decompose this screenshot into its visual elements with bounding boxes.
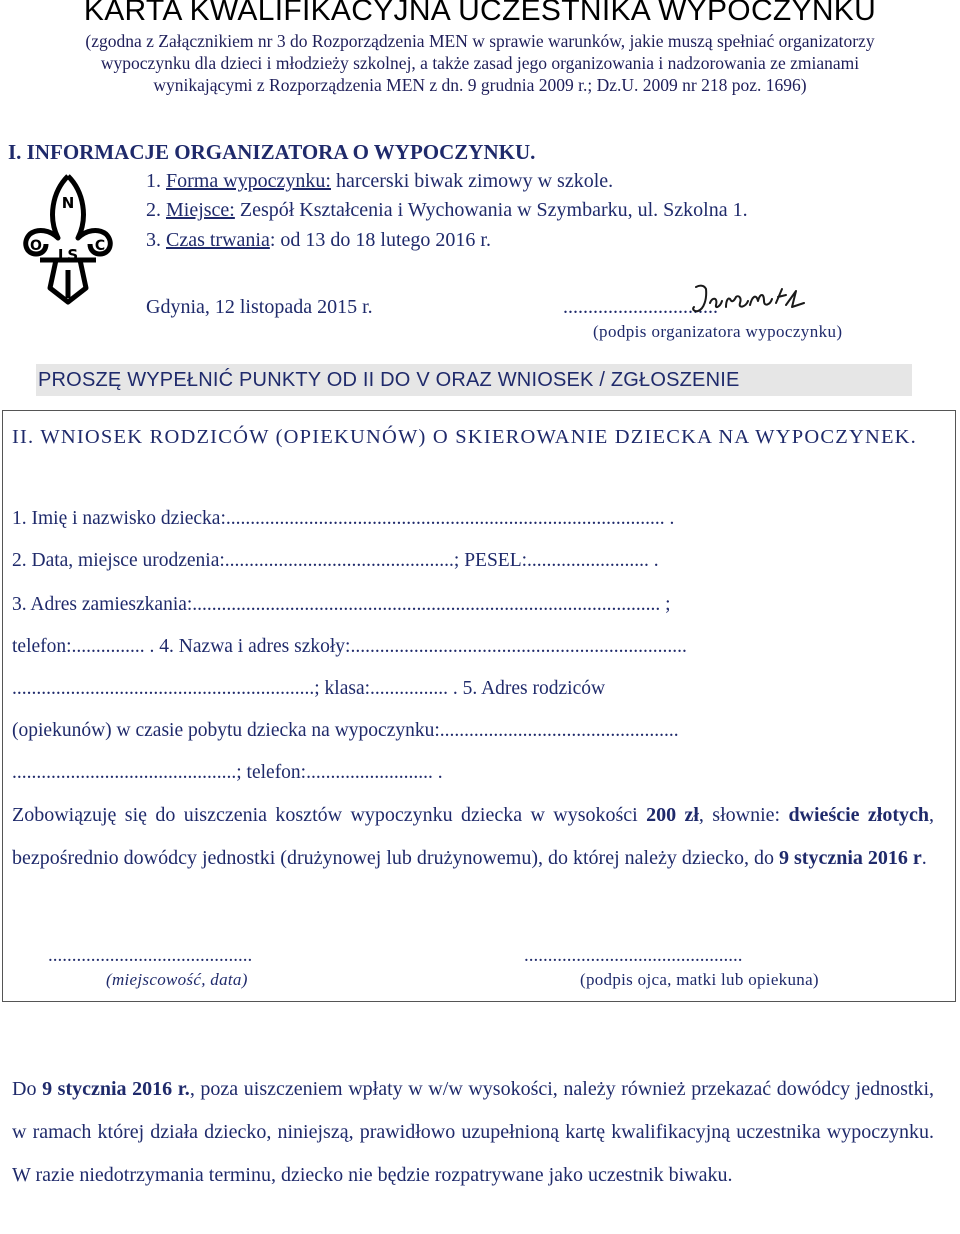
item-value: : od 13 do 18 lutego 2016 r. (269, 229, 491, 251)
logo-letter-c: C (94, 238, 106, 254)
footer-deadline: 9 stycznia 2016 r. (42, 1078, 190, 1100)
item-number: 2. (146, 199, 161, 221)
logo-letter-n: N (61, 194, 75, 212)
organizer-signature-line: ............................... (563, 296, 718, 318)
footer-note: Do 9 stycznia 2016 r., poza uiszczeniem wpłaty w w/w wysokości, należy również przekazać dowódcy jednostki, w ramach której działa dziecko, niniejszą, prawidłowo uzupełnioną kartę kwalifikacyjną uczestnika wypoczynku. W razie niedotrzymania terminu, dziecko nie będzie rozpatrywane jako uczestnik biwaku. (12, 1078, 935, 1186)
organizer-signature-caption: (podpis organizatora wypoczynku) (593, 322, 843, 341)
field-birth-pesel[interactable]: 2. Data, miejsce urodzenia:...............................................; PESEL:......................... . (12, 550, 659, 571)
subtitle-line: (zgodna z Załącznikiem nr 3 do Rozporządzenia MEN w sprawie warunków, jakie muszą spełniać organizatorzy (85, 31, 875, 51)
field-address[interactable]: 3. Adres zamieszkania:................................................................................................ ; (12, 594, 671, 615)
item-label: Forma wypoczynku: (166, 170, 331, 192)
place-date-line[interactable]: ........................................... (48, 945, 253, 966)
item-number: 1. (146, 170, 161, 192)
item-label: Miejsce: (166, 199, 235, 221)
section1-item-place (146, 199, 748, 222)
parent-signature-caption: (podpis ojca, matki lub opiekuna) (580, 970, 819, 989)
payment-amount-words: dwieście złotych (788, 804, 929, 826)
section1-heading: I. INFORMACJE ORGANIZATORA O WYPOCZYNKU. (8, 140, 536, 164)
subtitle-line: wypoczynku dla dzieci i młodzieży szkolnej, a także zasad jego organizowania i nadzorowania ze zmianami (100, 53, 860, 73)
place-date: Gdynia, 12 listopada 2015 r. (146, 296, 373, 318)
field-parents-address[interactable]: (opiekunów) w czasie pobytu dziecka na wypoczynku:................................................. (12, 720, 679, 741)
instruction-banner: PROSZĘ WYPEŁNIĆ PUNKTY OD II DO V ORAZ WNIOSEK / ZGŁOSZENIE (36, 364, 912, 396)
place-date-caption: (miejscowość, data) (106, 970, 248, 989)
subtitle-line: wynikającymi z Rozporządzenia MEN z dn. 9 grudnia 2009 r.; Dz.U. 2009 nr 218 poz. 1696) (153, 75, 807, 95)
section1-item-duration (146, 229, 491, 252)
parent-signature-line[interactable]: .............................................. (524, 945, 743, 966)
item-number: 3. (146, 229, 161, 251)
field-class-parents[interactable]: ..............................................................; klasa:................ . 5. Adres rodziców (12, 678, 606, 699)
logo-letter-o: O (30, 238, 42, 254)
logo-letters-ls: LS (57, 246, 79, 264)
section1-item-form (146, 170, 613, 193)
payment-commitment: Zobowiązuję się do uiszczenia kosztów wypoczynku dziecka w wysokości 200 zł, słownie: dwieście złotych, bezpośrednio dowódcy jednostki (drużynowej lub drużynowemu), do której należy dziecko, do 9 stycznia 2016 r. (12, 804, 934, 869)
item-value: Zespół Kształcenia i Wychowania w Szymbarku, ul. Szkolna 1. (234, 199, 748, 221)
item-value: harcerski biwak zimowy w szkole. (330, 170, 614, 192)
field-child-name[interactable]: 1. Imię i nazwisko dziecka:.......................................................................................... . (12, 508, 675, 529)
field-phone-school[interactable]: telefon:............... . 4. Nazwa i adres szkoły:..................................................................... (12, 636, 687, 657)
document-title: KARTA KWALIFIKACYJNA UCZESTNIKA WYPOCZYNKU (83, 0, 877, 27)
payment-deadline: 9 stycznia 2016 r (779, 847, 922, 869)
field-parents-phone[interactable]: ..............................................; telefon:.......................... . (12, 762, 443, 783)
item-label: Czas trwania (166, 229, 270, 251)
document-subtitle (20, 30, 940, 96)
section2-heading: II. WNIOSEK RODZICÓW (OPIEKUNÓW) O SKIEROWANIE DZIECKA NA WYPOCZYNEK. (12, 426, 918, 448)
organizer-signature-icon (690, 281, 810, 317)
scout-logo-icon (20, 170, 130, 310)
application-form-box (2, 410, 956, 1002)
payment-amount: 200 zł (646, 804, 699, 826)
